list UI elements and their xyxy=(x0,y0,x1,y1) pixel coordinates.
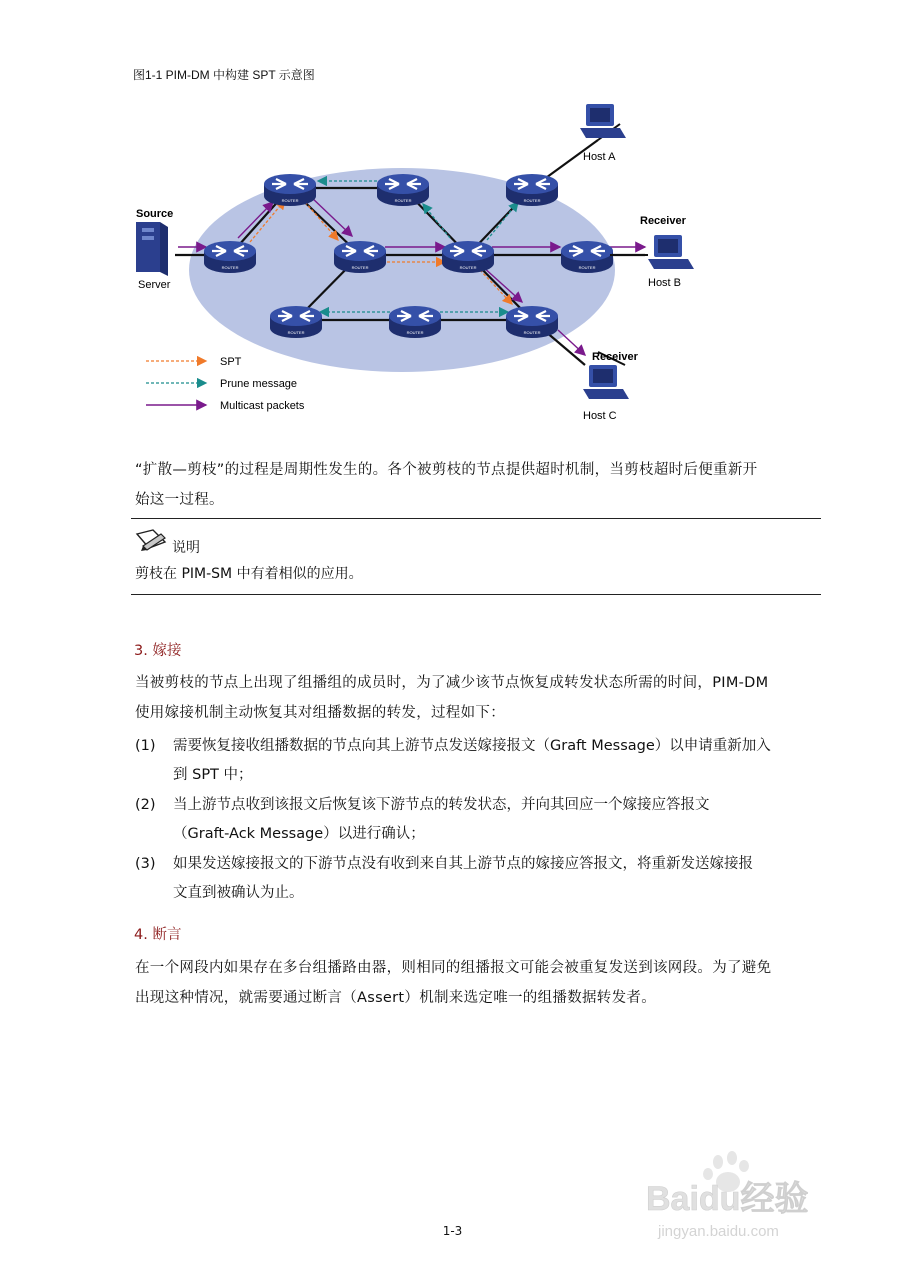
legend xyxy=(146,356,305,412)
list-number: (2) xyxy=(135,797,156,813)
receiver-c-label: Receiver xyxy=(592,351,638,363)
section-3-heading: 3. 嫁接 xyxy=(134,643,182,659)
server-label: Server xyxy=(138,279,171,291)
server-icon xyxy=(136,222,168,276)
host-b-label: Host B xyxy=(648,277,682,289)
figure-caption: 图1-1 PIM-DM 中构建 SPT 示意图 xyxy=(133,68,315,82)
svg-text:ROUTER: ROUTER xyxy=(394,198,412,203)
svg-text:ROUTER: ROUTER xyxy=(523,198,541,203)
router-7 xyxy=(561,241,613,273)
host-a-label: Host A xyxy=(583,151,616,163)
host-b-icon xyxy=(648,235,694,269)
svg-text:Baidu经验: Baidu经验 xyxy=(646,1180,809,1218)
section-4-heading: 4. 断言 xyxy=(134,927,182,943)
svg-text:ROUTER: ROUTER xyxy=(523,330,541,335)
router-8 xyxy=(270,306,322,338)
list-number: (3) xyxy=(135,856,156,872)
host-c-icon xyxy=(583,365,629,399)
note-title: 说明 xyxy=(172,540,200,556)
note-top-rule xyxy=(131,518,821,519)
router-2 xyxy=(264,174,316,206)
svg-text:jingyan.baidu.com: jingyan.baidu.com xyxy=(658,1223,779,1240)
svg-text:ROUTER: ROUTER xyxy=(578,265,596,270)
section-3-intro: 当被剪枝的节点上出现了组播组的成员时，为了减少该节点恢复成转发状态所需的时间，PIM-DM 使用嫁接机制主动恢复其对组播数据的转发，过程如下： xyxy=(135,675,769,721)
router-4 xyxy=(506,174,558,206)
source-label: Source xyxy=(136,208,174,220)
page-number: 1-3 xyxy=(442,1224,463,1238)
note-text: 剪枝在 PIM-SM 中有着相似的应用。 xyxy=(135,566,363,582)
svg-text:ROUTER: ROUTER xyxy=(287,330,305,335)
router-9 xyxy=(389,306,441,338)
host-c-label: Host C xyxy=(583,410,617,422)
legend-prune: Prune message xyxy=(220,378,298,390)
list-item-3: (3) 如果发送嫁接报文的下游节点没有收到来自其上游节点的嫁接应答报文，将重新发送嫁接报 文直到被确认为止。 xyxy=(135,850,825,908)
svg-text:ROUTER: ROUTER xyxy=(406,330,424,335)
legend-multicast: Multicast packets xyxy=(220,400,305,412)
router-3 xyxy=(377,174,429,206)
router-10 xyxy=(506,306,558,338)
receiver-b-label: Receiver xyxy=(640,215,686,227)
list-item-1: (1) 需要恢复接收组播数据的节点向其上游节点发送嫁接报文（Graft Message）以申请重新加入 到 SPT 中； xyxy=(135,732,825,790)
section-4-text: 在一个网段内如果存在多台组播路由器，则相同的组播报文可能会被重复发送到该网段。为了避免 出现这种情况，就需要通过断言（Assert）机制来选定唯一的组播数据转发者。 xyxy=(135,960,772,1006)
list-number: (1) xyxy=(135,738,156,754)
note-pencil-icon xyxy=(135,528,169,552)
svg-text:ROUTER: ROUTER xyxy=(221,265,239,270)
svg-text:ROUTER: ROUTER xyxy=(351,265,369,270)
svg-text:ROUTER: ROUTER xyxy=(459,265,477,270)
host-a-icon xyxy=(580,104,626,138)
router-5 xyxy=(334,241,386,273)
router-1 xyxy=(204,241,256,273)
note-bottom-rule xyxy=(131,594,821,595)
pim-dm-spt-diagram xyxy=(120,90,840,435)
legend-spt: SPT xyxy=(220,356,242,368)
router-6 xyxy=(442,241,494,273)
paragraph-prune-cycle: “扩散—剪枝”的过程是周期性发生的。各个被剪枝的节点提供超时机制，当剪枝超时后便重新开 始这一过程。 xyxy=(135,462,758,508)
svg-text:ROUTER: ROUTER xyxy=(281,198,299,203)
list-item-2: (2) 当上游节点收到该报文后恢复该下游节点的转发状态，并向其回应一个嫁接应答报文 （Graft-Ack Message）以进行确认； xyxy=(135,791,825,849)
